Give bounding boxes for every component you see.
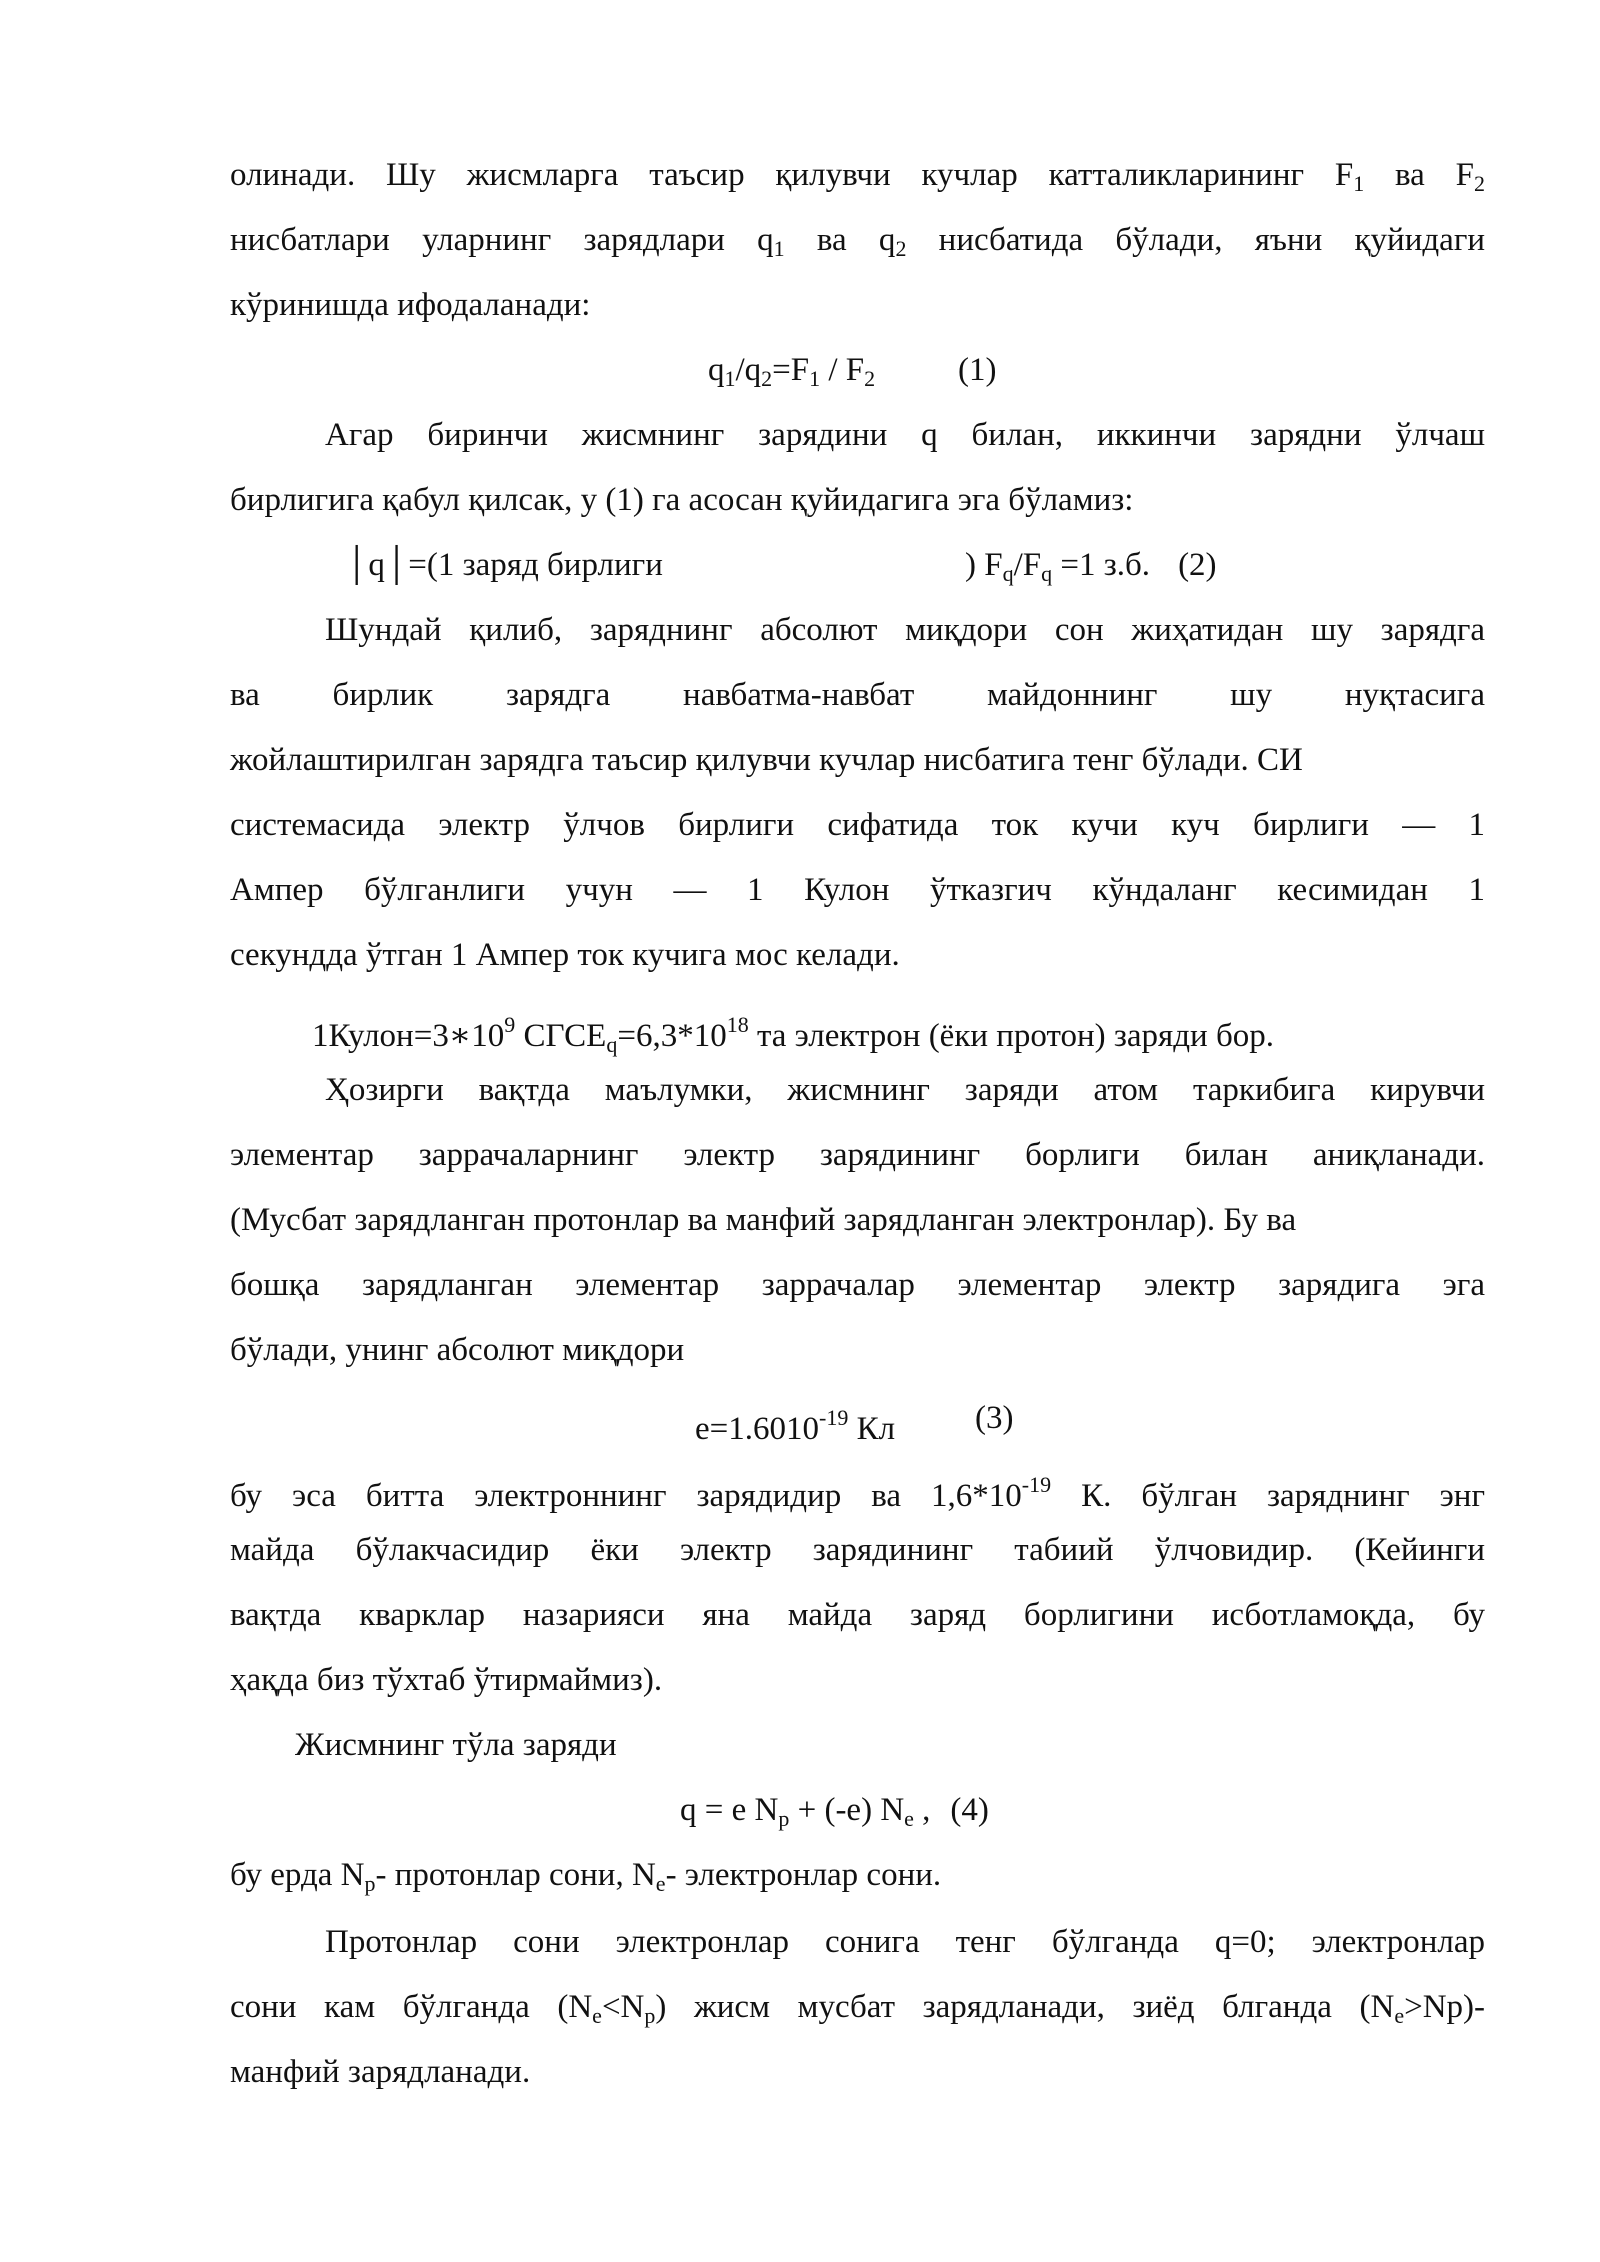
paragraph-line: майда бўлакчасидир ёки электр зарядининг табиий ўлчовидир. (Кейинги	[230, 1532, 1485, 1568]
text-run: ва q	[784, 222, 896, 258]
subscript: p	[364, 1871, 376, 1896]
paragraph-line: Агар биринчи жисмнинг зарядини q билан, иккинчи зарядни ўлчаш	[325, 417, 1485, 453]
superscript: 9	[504, 1012, 516, 1037]
formula-2-right	[965, 545, 1217, 594]
subscript: 2	[864, 366, 876, 391]
subscript: q	[1002, 561, 1014, 586]
text-run: q = e N	[680, 1792, 779, 1828]
text-run: олинади. Шу жисмларга таъсир қилувчи кучлар катталикларининг F	[230, 157, 1354, 193]
subscript: 2	[761, 366, 773, 391]
coulomb-line	[312, 1005, 1274, 1065]
paragraph-line: бўлади, унинг абсолют миқдори	[230, 1332, 685, 1368]
text-run: ) F	[965, 547, 1003, 583]
text-run: <N	[601, 1989, 645, 2025]
paragraph-line	[230, 1987, 1485, 2036]
formula-3	[695, 1398, 895, 1449]
text-run: сони кам бўлганда (N	[230, 1989, 593, 2025]
subscript: 2	[895, 236, 907, 261]
paragraph-line: кўринишда ифодаланади:	[230, 287, 591, 323]
paragraph-line: вақтда кварклар назарияси яна майда заряд борлигини исботламоқда, бу	[230, 1597, 1485, 1633]
subscript: e	[1394, 2003, 1405, 2028]
paragraph-line	[230, 220, 1485, 269]
paragraph-line	[230, 1465, 1485, 1516]
equation-number: (1)	[958, 352, 997, 388]
text-run: 1Кулон=3∗10	[312, 1018, 505, 1054]
paragraph-line: ва бирлик зарядга навбатма-навбат майдоннинг шу нуқтасига	[230, 677, 1485, 713]
subscript: 1	[773, 236, 785, 261]
text-run: К. бўлган заряднинг энг	[1051, 1478, 1485, 1514]
paragraph-line: ҳақда биз тўхтаб ўтирмаймиз).	[230, 1662, 663, 1698]
paragraph-line: элементар заррачаларнинг электр зарядининг борлиги билан аниқланади.	[230, 1137, 1485, 1173]
text-run: q	[708, 352, 725, 388]
subscript: e	[655, 1871, 666, 1896]
paragraph-line: секундда ўтган 1 Ампер ток кучига мос келади.	[230, 937, 900, 973]
paragraph-line: бирлигига қабул қилсак, у (1) га асосан қуйидагига эга бўламиз:	[230, 482, 1134, 518]
text-run: =6,3*10	[617, 1018, 727, 1054]
text-run: =F	[772, 352, 810, 388]
text-run: - электронлар сони.	[665, 1857, 942, 1893]
equation-number: (4)	[950, 1792, 989, 1828]
formula-2-left: │q│=(1 заряд бирлиги	[345, 547, 663, 583]
subscript: p	[644, 2003, 656, 2028]
text-run: + (-e) N	[789, 1792, 905, 1828]
subscript: 1	[1353, 171, 1365, 196]
paragraph-line: Ҳозирги вақтда маълумки, жисмнинг заряди атом таркибига кирувчи	[325, 1072, 1485, 1108]
paragraph-line: (Мусбат зарядланган протонлар ва манфий зарядланган электронлар). Бу ва	[230, 1202, 1297, 1238]
subscript: e	[904, 1806, 914, 1831]
formula-4	[680, 1790, 989, 1839]
subscript: q	[1041, 561, 1053, 586]
text-run: та электрон (ёки протон) заряди бор.	[748, 1018, 1274, 1054]
subscript: q	[606, 1032, 618, 1057]
paragraph-line: Ампер бўлганлиги учун — 1 Кулон ўтказгич кўндаланг кесимидан 1	[230, 872, 1485, 908]
subscript: 1	[724, 366, 736, 391]
text-run: ва F	[1364, 157, 1474, 193]
paragraph-line: Протонлар сони электронлар сонига тенг бўлганда q=0; электронлар	[325, 1924, 1485, 1960]
equation-number: (3)	[975, 1400, 1014, 1436]
paragraph-line: манфий зарядланади.	[230, 2054, 531, 2090]
paragraph-line: жойлаштирилган зарядга таъсир қилувчи кучлар нисбатига тенг бўлади. СИ	[230, 742, 1303, 778]
superscript: -19	[1021, 1472, 1052, 1497]
text-run: /F	[1013, 547, 1042, 583]
paragraph-line: Шундай қилиб, заряднинг абсолют миқдори сон жиҳатидан шу зарядга	[325, 612, 1485, 648]
text-run: нисбатлари уларнинг зарядлари q	[230, 222, 774, 258]
paragraph-line: системасида электр ўлчов бирлиги сифатида ток кучи куч бирлиги — 1	[230, 807, 1485, 843]
text-run: бу эса битта электроннинг зарядидир ва 1,6*10	[230, 1478, 1022, 1514]
paragraph-line	[230, 1855, 941, 1904]
text-run: СГСЕ	[515, 1018, 607, 1054]
text-run: /q	[735, 352, 762, 388]
superscript: -19	[819, 1405, 849, 1430]
text-run: ) жисм мусбат зарядланади, зиёд блганда (N	[655, 1989, 1395, 2025]
text-run: e=1.6010	[695, 1411, 820, 1447]
equation-number: (2)	[1178, 547, 1217, 583]
text-run: ,	[913, 1792, 931, 1828]
text-run: - протонлар сони, N	[375, 1857, 656, 1893]
formula-1	[708, 350, 875, 399]
text-run: >Np)-	[1404, 1989, 1485, 2025]
subscript: p	[778, 1806, 790, 1831]
text-run: Кл	[848, 1411, 896, 1447]
subscript: e	[592, 2003, 602, 2028]
text-run: / F	[820, 352, 865, 388]
paragraph-line: бошқа зарядланган элементар заррачалар элементар электр зарядига эга	[230, 1267, 1485, 1303]
paragraph-line: Жисмнинг тўла заряди	[295, 1727, 617, 1763]
text-run: =1 з.б.	[1052, 547, 1151, 583]
text-run: нисбатида бўлади, яъни қуйидаги	[906, 222, 1486, 258]
superscript: 18	[726, 1012, 749, 1037]
paragraph-line	[230, 155, 1485, 204]
subscript: 1	[809, 366, 821, 391]
text-run: бу ерда N	[230, 1857, 365, 1893]
subscript: 2	[1474, 171, 1485, 196]
